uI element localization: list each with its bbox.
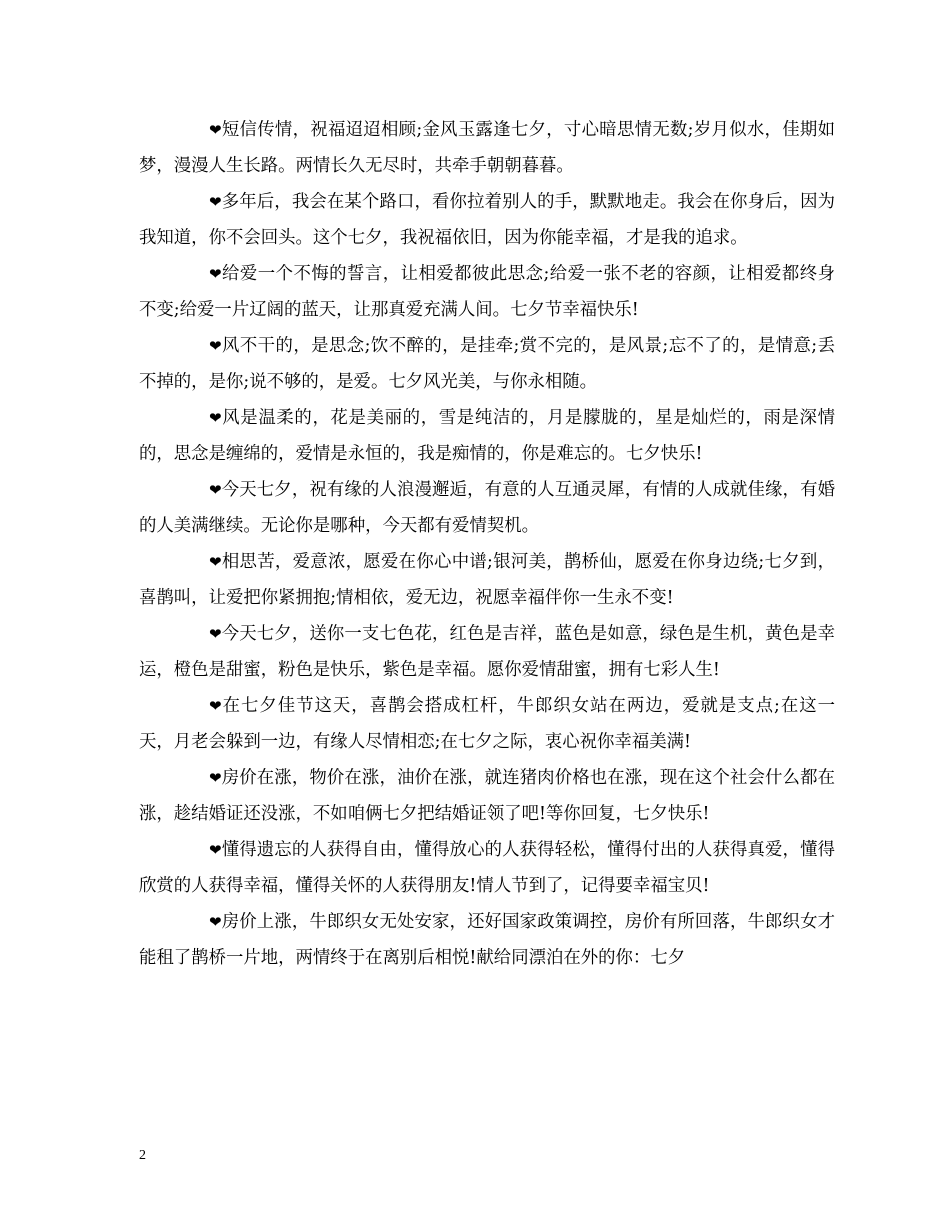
heart-icon: ❤ xyxy=(209,265,223,283)
paragraph xyxy=(139,760,835,832)
paragraph xyxy=(139,256,835,328)
paragraph xyxy=(139,328,835,400)
heart-icon: ❤ xyxy=(209,193,222,211)
page-number: 2 xyxy=(139,1148,146,1163)
paragraph xyxy=(139,184,835,256)
heart-icon: ❤ xyxy=(209,769,222,787)
heart-icon: ❤ xyxy=(209,337,223,355)
paragraph-text: 在七夕佳节这天，喜鹊会搭成杠杆，牛郎织女站在两边，爱就是支点;在这一天，月老会躲到一边，有缘人尽情相恋;在七夕之际，衷心祝你幸福美满! xyxy=(139,696,835,752)
heart-icon: ❤ xyxy=(209,553,222,571)
heart-icon: ❤ xyxy=(209,121,222,139)
paragraph xyxy=(139,688,835,760)
paragraph-text: 相思苦，爱意浓，愿爱在你心中谱;银河美，鹊桥仙，愿爱在你身边绕;七夕到，喜鹊叫，让爱把你紧拥抱;情相依，爱无边，祝愿幸福伴你一生永不变! xyxy=(139,552,835,608)
paragraph xyxy=(139,112,835,184)
paragraph-text: 风是温柔的，花是美丽的，雪是纯洁的，月是朦胧的，星是灿烂的，雨是深情的，思念是缠绵的，爱情是永恒的，我是痴情的，你是难忘的。七夕快乐! xyxy=(139,408,835,464)
heart-icon: ❤ xyxy=(209,913,222,931)
paragraph xyxy=(139,832,835,904)
paragraph-text: 房价在涨，物价在涨，油价在涨，就连猪肉价格也在涨，现在这个社会什么都在涨，趁结婚证还没涨，不如咱俩七夕把结婚证领了吧!等你回复，七夕快乐! xyxy=(139,768,835,824)
paragraph xyxy=(139,616,835,688)
heart-icon: ❤ xyxy=(209,481,222,499)
document-body xyxy=(139,112,835,976)
paragraph-text: 今天七夕，祝有缘的人浪漫邂逅，有意的人互通灵犀，有情的人成就佳缘，有婚的人美满继续。无论你是哪种，今天都有爱情契机。 xyxy=(139,480,835,536)
paragraph xyxy=(139,544,835,616)
paragraph xyxy=(139,904,835,976)
heart-icon: ❤ xyxy=(209,409,223,427)
paragraph xyxy=(139,472,835,544)
paragraph-text: 多年后，我会在某个路口，看你拉着别人的手，默默地走。我会在你身后，因为我知道，你不会回头。这个七夕，我祝福依旧，因为你能幸福，才是我的追求。 xyxy=(139,192,835,248)
paragraph-text: 房价上涨，牛郎织女无处安家，还好国家政策调控，房价有所回落，牛郎织女才能租了鹊桥一片地，两情终于在离别后相悦!献给同漂泊在外的你：七夕 xyxy=(139,912,835,968)
heart-icon: ❤ xyxy=(209,697,223,715)
paragraph-text: 短信传情，祝福迢迢相顾;金风玉露逢七夕，寸心暗思情无数;岁月似水，佳期如梦，漫漫人生长路。两情长久无尽时，共牵手朝朝暮暮。 xyxy=(139,120,835,176)
heart-icon: ❤ xyxy=(209,625,222,643)
heart-icon: ❤ xyxy=(209,841,222,859)
paragraph xyxy=(139,400,835,472)
paragraph-text: 懂得遗忘的人获得自由，懂得放心的人获得轻松，懂得付出的人获得真爱，懂得欣赏的人获得幸福，懂得关怀的人获得朋友!情人节到了，记得要幸福宝贝! xyxy=(139,840,835,896)
paragraph-text: 给爱一个不悔的誓言，让相爱都彼此思念;给爱一张不老的容颜，让相爱都终身不变;给爱一片辽阔的蓝天，让那真爱充满人间。七夕节幸福快乐! xyxy=(139,264,835,320)
paragraph-text: 风不干的，是思念;饮不醉的，是挂牵;赏不完的，是风景;忘不了的，是情意;丢不掉的，是你;说不够的，是爱。七夕风光美，与你永相随。 xyxy=(139,336,835,392)
paragraph-text: 今天七夕，送你一支七色花，红色是吉祥，蓝色是如意，绿色是生机，黄色是幸运，橙色是甜蜜，粉色是快乐，紫色是幸福。愿你爱情甜蜜，拥有七彩人生! xyxy=(139,624,835,680)
